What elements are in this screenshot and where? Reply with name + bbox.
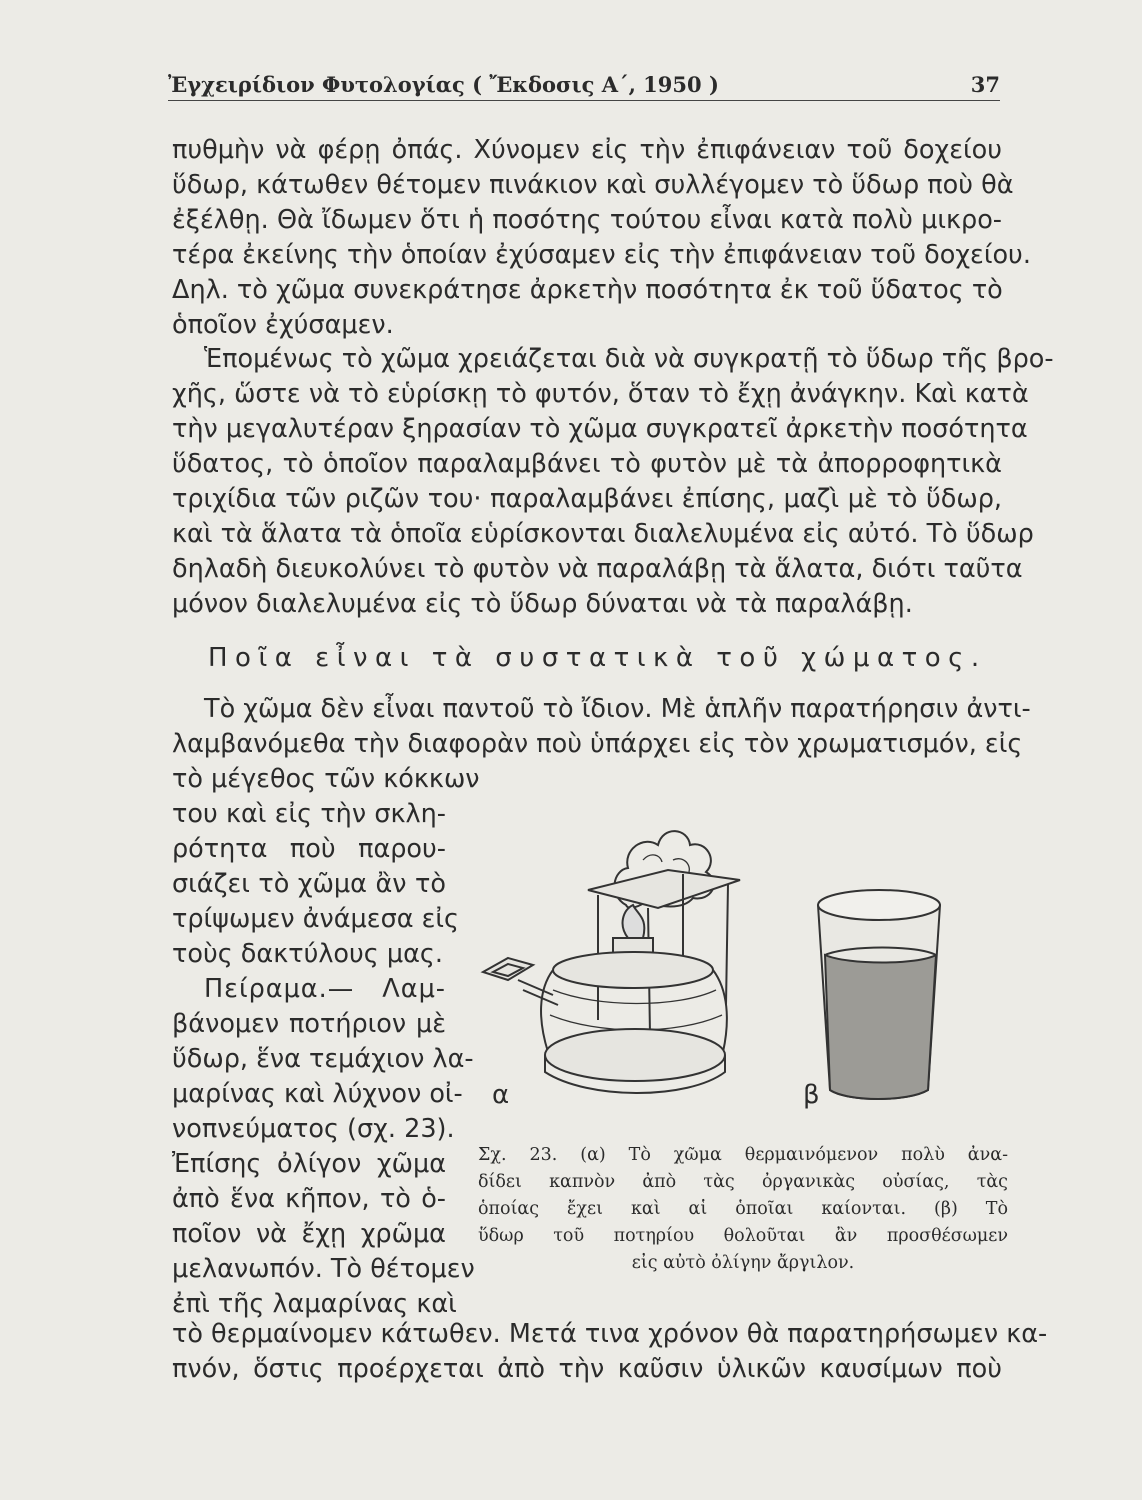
figure-caption-line: ὕδωρ τοῦ ποτηρίου θολοῦται ἂν προσθέσωμεν <box>478 1226 1008 1246</box>
text-line: Ἑπομένως τὸ χῶμα χρειάζεται διὰ νὰ συγκρατῇ τὸ ὕδωρ τῆς βρο- <box>204 344 1054 374</box>
column-line: του καὶ εἰς τὴν σκλη- <box>172 799 446 829</box>
figure-illustration <box>478 790 1008 1130</box>
text-line: ὕδατος, τὸ ὁποῖον παραλαμβάνει τὸ φυτὸν μὲ τὰ ἀπορροφητικὰ <box>172 449 1002 479</box>
column-line: βάνομεν ποτήριον μὲ <box>172 1009 446 1039</box>
text-line: Δηλ. τὸ χῶμα συνεκράτησε ἀρκετὴν ποσότητα ἐκ τοῦ ὕδατος τὸ <box>172 275 1003 305</box>
column-line: μαρίνας καὶ λύχνον οἰ- <box>172 1079 463 1109</box>
spirit-lamp-illustration <box>483 831 740 1093</box>
figure-label-b: β <box>803 1080 820 1110</box>
text-line: λαμβανόμεθα τὴν διαφορὰν ποὺ ὑπάρχει εἰς τὸν χρωματισμόν, εἰς <box>172 729 1023 759</box>
running-header <box>168 70 1000 101</box>
column-line: ποῖον νὰ ἔχῃ χρῶμα <box>172 1219 446 1249</box>
text-line: τὸ θερμαίνομεν κάτωθεν. Μετά τινα χρόνον θὰ παρατηρήσωμεν κα- <box>172 1319 1048 1349</box>
text-line: χῆς, ὥστε νὰ τὸ εὑρίσκῃ τὸ φυτόν, ὅταν τὸ ἔχῃ ἀνάγκην. Καὶ κατὰ <box>172 379 1029 409</box>
column-line: ὕδωρ, ἕνα τεμάχιον λα- <box>172 1044 474 1074</box>
text-line: τὴν μεγαλυτέραν ξηρασίαν τὸ χῶμα συγκρατεῖ ἀρκετὴν ποσότητα <box>172 414 1028 444</box>
column-line: τρίψωμεν ἀνάμεσα εἰς <box>172 904 460 934</box>
text-line: πυθμὴν νὰ φέρῃ ὀπάς. Χύνομεν εἰς τὴν ἐπιφάνειαν τοῦ δοχείου <box>172 135 1002 165</box>
page-number: 37 <box>970 72 1000 97</box>
text-line: πνόν, ὅστις προέρχεται ἀπὸ τὴν καῦσιν ὑλικῶν καυσίμων ποὺ <box>172 1354 1002 1384</box>
section-heading: Ποῖα εἶναι τὰ συστατικὰ τοῦ χώματος. <box>208 643 987 673</box>
text-line: Τὸ χῶμα δὲν εἶναι παντοῦ τὸ ἴδιον. Μὲ ἁπλῆν παρατήρησιν ἀντι- <box>204 694 1031 724</box>
column-line: νοπνεύματος (σχ. 23). <box>172 1114 455 1144</box>
column-line: τοὺς δακτύλους μας. <box>172 939 443 969</box>
figure-caption-line: δίδει καπνὸν ἀπὸ τὰς ὀργανικὰς οὐσίας, τὰς <box>478 1172 1008 1192</box>
column-line: Πείραμα.— Λαμ- <box>204 974 446 1004</box>
figure-23 <box>478 790 1008 1130</box>
column-line: ἐπὶ τῆς λαμαρίνας καὶ <box>172 1289 457 1319</box>
text-line: τέρα ἐκείνης τὴν ὁποίαν ἐχύσαμεν εἰς τὴν ἐπιφάνειαν τοῦ δοχείου. <box>172 240 1031 270</box>
figure-caption-line: εἰς αὐτὸ ὀλίγην ἄργιλον. <box>631 1253 855 1273</box>
figure-caption-line: Σχ. 23. (α) Τὸ χῶμα θερμαινόμενον πολὺ ἀνα- <box>478 1145 1008 1165</box>
column-line: ἀπὸ ἕνα κῆπον, τὸ ὁ- <box>172 1184 446 1214</box>
text-line: μόνον διαλελυμένα εἰς τὸ ὕδωρ δύναται νὰ τὰ παραλάβῃ. <box>172 589 913 619</box>
figure-label-a: α <box>492 1080 510 1110</box>
text-line: ὕδωρ, κάτωθεν θέτομεν πινάκιον καὶ συλλέγομεν τὸ ὕδωρ ποὺ θὰ <box>172 170 1014 200</box>
column-line: μελανωπόν. Τὸ θέτομεν <box>172 1254 475 1284</box>
text-line: ὁποῖον ἐχύσαμεν. <box>172 310 394 340</box>
column-line: Ἐπίσης ὀλίγον χῶμα <box>172 1149 446 1179</box>
column-line: τὸ μέγεθος τῶν κόκκων <box>172 764 480 794</box>
text-line: καὶ τὰ ἅλατα τὰ ὁποῖα εὑρίσκονται διαλελυμένα εἰς αὐτό. Τὸ ὕδωρ <box>172 519 1034 549</box>
text-line: ἐξέλθῃ. Θὰ ἴδωμεν ὅτι ἡ ποσότης τούτου εἶναι κατὰ πολὺ μικρο- <box>172 205 1002 235</box>
text-line: δηλαδὴ διευκολύνει τὸ φυτὸν νὰ παραλάβῃ τὰ ἅλατα, διότι ταῦτα <box>172 554 1023 584</box>
text-line: τριχίδια τῶν ριζῶν του· παραλαμβάνει ἐπίσης, μαζὶ μὲ τὸ ὕδωρ, <box>172 484 1002 514</box>
figure-caption-line: ὁποίας ἔχει καὶ αἱ ὁποῖαι καίονται. (β) Τὸ <box>478 1199 1008 1219</box>
column-line: σιάζει τὸ χῶμα ἂν τὸ <box>172 869 446 899</box>
column-line: ρότητα ποὺ παρου- <box>172 834 446 864</box>
header-title: Ἐγχειρίδιον Φυτολογίας ( Ἔκδοσις Α΄, 1950 ) <box>168 72 719 97</box>
glass-illustration <box>818 890 940 1099</box>
